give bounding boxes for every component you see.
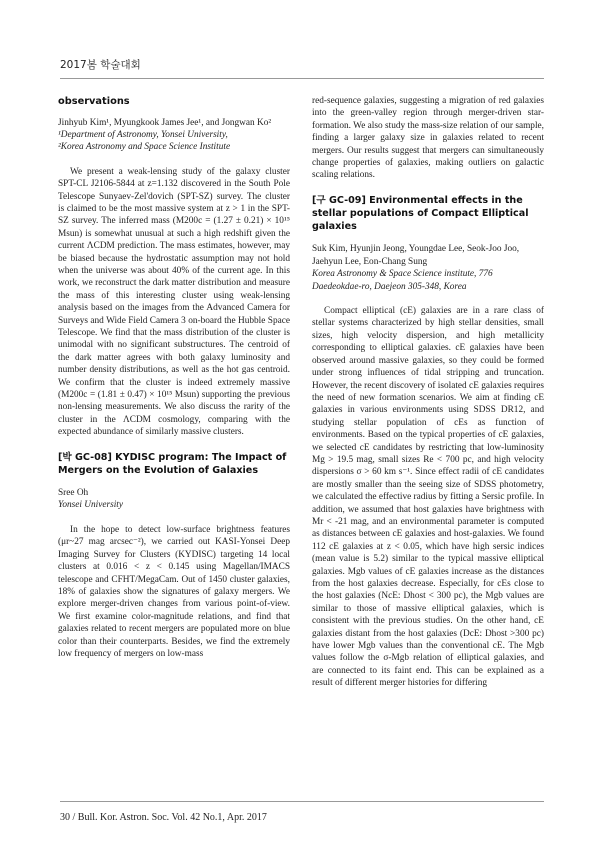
abstract-title-2: [박 GC-08] KYDISC program: The Impact of Mergers on the Evolution of Galaxies <box>58 451 287 476</box>
affiliations-1 <box>58 129 290 154</box>
abstract-title-1: observations <box>58 96 130 107</box>
header-rule <box>60 78 544 79</box>
authors-2: Sree Oh <box>58 488 89 499</box>
affiliation-line: Yonsei University <box>58 500 123 511</box>
affiliations-3 <box>312 268 544 293</box>
page-footer: 30 / Bull. Kor. Astron. Soc. Vol. 42 No.1, Apr. 2017 <box>60 812 267 823</box>
abstract-continuation: red-sequence galaxies, suggesting a migration of red galaxies into the green-valley region through merger-driven star-formation. We also study the mass-size relation of our sample, finding a larger galaxy size in galaxies related to recent mergers. Our results suggest that mergers can simultaneously change properties of galaxies, making outliers on galactic scaling relations. <box>312 96 544 181</box>
authors-1: Jinhyub Kim¹, Myungkook James Jee¹, and Jongwan Ko² <box>58 117 272 128</box>
footer-rule <box>60 801 544 802</box>
affiliation-line: Daedeokdae-ro, Daejeon 305-348, Korea <box>312 281 467 292</box>
affiliation-line: ¹Department of Astronomy, Yonsei University, <box>58 129 228 140</box>
abstract-body-1: We present a weak-lensing study of the galaxy cluster SPT-CL J2106-5844 at z=1.132 discovered in the South Pole Telescope Sunyaev-Zel'dovich (SPT-SZ) survey. The cluster is claimed to be the most massive system at z > 1 in the SPT-SZ survey. The inferred mass (M200c = (1.27 ± 0.21) × 10¹⁵ Msun) is somewhat unusual at such a high redshift given the current ΛCDM prediction. The mass estimates, however, may be biased because the hydrostatic assumption may not hold when the universe was about 40% of the current age. In this work, we reconstruct the dark matter distribution and measure the mass of this interesting cluster using weak-lensing analysis based on the images from the Advanced Camera for Surveys and Wide Field Camera 3 on-board the Hubble Space Telescope. We find that the mass distribution of the cluster is unimodal with no significant substructures. The centroid of the dark matter agrees with both galaxy luminosity and number density distributions, as well as the hot gas centroid. We confirm that the cluster is indeed extremely massive (M200c = (1.81 ± 0.47) × 10¹⁵ Msun) supporting the previous non-lensing measurements. We also discuss the rarity of the cluster in the ΛCDM cosmology, comparing with the expected abundance of similarly massive clusters. <box>58 166 290 438</box>
abstract-title-3: [구 GC-09] Environmental effects in the stellar populations of Compact Elliptical galaxies <box>312 194 529 233</box>
abstract-body-3: Compact elliptical (cE) galaxies are in a rare class of stellar systems characterized by high stellar densities, small sizes, high velocity dispersion, and high metallicity corresponding to elliptical galaxies. cE galaxies have been observed around massive galaxies, so they could be formed under strong influences of tidal stripping and truncation. However, the recent discovery of isolated cE galaxies requires the need of new formation scenarios. We aim at finding cE galaxies in various environments using SDSS DR12, and studying stellar population of cEs as function of environments. Based on the typical properties of cE galaxies, we selected cE candidates by restricting that low-luminosity Mg > 19.5 mag, small sizes Re < 700 pc, and high velocity dispersions σ > 60 km s⁻¹. Since effect radii of cE candidates are mostly smaller than the seeing size of SDSS photometry, we calculated the effective radius by fitting a Sersic profile. In addition, we assumed that host galaxies have brightness with Mr < -21 mag, and an environmental parameter is computed as distances between cE galaxies and host-galaxies. We found 112 cE galaxies at z < 0.05, which have high sersic indices (mean value is 5.2) similar to the typical massive elliptical galaxies. Mgb values of cE galaxies increase as the distances from the host galaxies decrease. Especially, for cEs close to the host galaxies (NcE: Dhost < 300 pc), the Mgb values are similar to those of massive elliptical galaxies, which is consistent with the previous studies. On the other hand, cE galaxies distant from the host galaxies (DcE: Dhost >300 pc) have lower Mgb values than the conventional cE. The Mgb values follow the σ-Mgb relation of elliptical galaxies, and are connected to its faint end. This can be explained as a result of different merger histories for differing <box>312 306 544 689</box>
authors-3: Suk Kim, Hyunjin Jeong, Youngdae Lee, Seok-Joo Joo, Jaehyun Lee, Eon-Chang Sung <box>312 244 520 267</box>
running-head: 2017봄 학술대회 <box>60 59 141 71</box>
affiliation-line: Korea Astronomy & Space Science institute, 776 <box>312 269 493 280</box>
abstract-body-2: In the hope to detect low-surface brightness features (μr~27 mag arcsec⁻²), we carried out KASI-Yonsei Deep Imaging Survey for Clusters (KYDISC) targeting 14 local clusters at 0.016 < z < 0.145 using Magellan/IMACS telescope and CFHT/MegaCam. Out of 1450 cluster galaxies, 18% of galaxies show the signatures of galaxy mergers. We explore merger-driven changes from various point-of-view. We first examine color-magnitude relations, and find that galaxies related to recent mergers are populated more on blue color than their counterparts. Besides, we find the extremely low frequency of mergers on low-mass <box>58 524 290 659</box>
affiliations-2 <box>58 499 290 511</box>
left-column <box>58 95 290 672</box>
right-column <box>312 95 544 702</box>
affiliation-line: ²Korea Astronomy and Space Science Institute <box>58 142 231 153</box>
